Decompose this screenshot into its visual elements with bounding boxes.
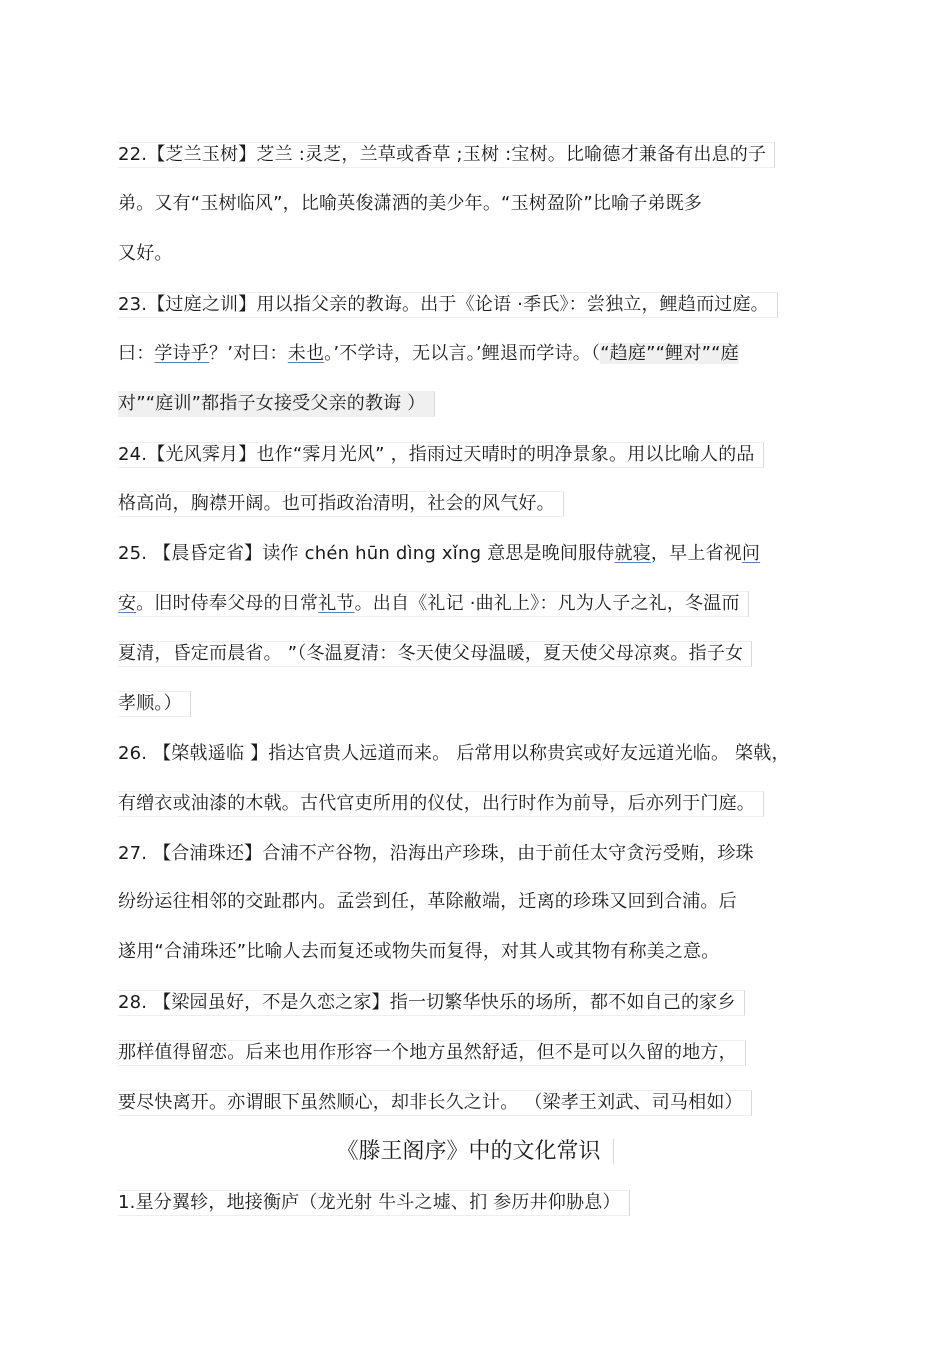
entry-23-line-1: 23.【过庭之训】用以指父亲的教诲。出于《论语 ·季氏》：尝独立，鲤趋而过庭。 [118,292,778,318]
section-title: 《滕王阁序》中的文化常识 [336,1139,613,1164]
entry-25-line-4: 孝顺。） [118,691,191,717]
text-segment: ？’对曰： [209,343,288,364]
entry-28-line-3: 要尽快离开。亦谓眼下虽然顺心，却非长久之计。 （梁孝王刘武、司马相如） [118,1090,752,1116]
entry-26-line-2: 有缯衣或油漆的木戟。古代官吏所用的仪仗，出行时作为前导，后亦列于门庭。 [118,791,764,817]
entry-22-line-3: 又好。 [118,243,173,264]
entry-22-line-1: 22.【芝兰玉树】芝兰 :灵芝，兰草或香草 ;玉树 :宝树。比喻德才兼备有出息的子 [118,142,775,168]
entry-27-line-3: 遂用“合浦珠还”比喻人去而复还或物失而复得，对其人或其物有称美之意。 [118,941,720,962]
text-segment: 曰： [118,343,155,364]
entry-27-line-2: 纷纷运往相邻的交趾郡内。孟尝到任，革除敝端，迁离的珍珠又回到合浦。后 [118,891,737,912]
underlined-phrase: 未也 [287,343,325,364]
entry-25-line-1 [118,542,760,566]
entry-24-line-1: 24.【光风霁月】也作“霁月光风” ，指雨过天晴时的明净景象。用以比喻人的品 [118,442,764,468]
underlined-phrase: 安 [118,593,137,614]
entry-23-line-3: 对”“庭训”都指子女接受父亲的教诲 ） [118,391,435,417]
text-segment: 25. 【晨昏定省】读作 chén hūn dìng xǐng 意思是晚间服侍 [118,543,615,564]
section-heading [0,1137,950,1167]
underlined-phrase: 学诗乎 [154,343,210,364]
text-segment: 。旧时侍奉父母的日常 [136,593,319,614]
entry-26-line-1: 26. 【棨戟遥临 】指达官贵人远道而来。 后常用以称贵宾或好友远道光临。 棨戟， [118,743,790,764]
text-segment: ，早上省视 [650,543,742,564]
entry-22-line-2: 弟。又有“玉树临风”，比喻英俊潇洒的美少年。“玉树盈阶”比喻子弟既多 [118,193,703,214]
underlined-phrase: 问 [741,543,761,564]
section-item-1: 1.星分翼轸，地接衡庐（龙光射 牛斗之墟、扪 参历井仰胁息） [118,1190,630,1216]
highlighted-phrase: “趋庭”“鲤对”“庭 [600,343,739,364]
entry-27-line-1: 27. 【合浦珠还】合浦不产谷物，沿海出产珍珠，由于前任太守贪污受贿，珍珠 [118,843,754,864]
entry-23-line-2 [118,342,739,366]
entry-28-line-1: 28. 【梁园虽好，不是久恋之家】指一切繁华快乐的场所，都不如自己的家乡 [118,990,745,1016]
entry-25-line-3: 夏清，昏定而晨省。 ”（冬温夏清：冬天使父母温暖，夏天使父母凉爽。指子女 [118,641,752,667]
entry-28-line-2: 那样值得留恋。后来也用作形容一个地方虽然舒适，但不是可以久留的地方， [118,1040,746,1066]
text-segment: 。出自《礼记 ·曲礼上》：凡为人子之礼，冬温而 [354,593,740,614]
text-segment: 。’不学诗，无以言。’鲤退而学诗。（ [324,343,601,364]
underlined-phrase: 就寝 [614,543,651,564]
underlined-phrase: 礼节 [318,593,355,614]
entry-24-line-2: 格高尚，胸襟开阔。也可指政治清明，社会的风气好。 [118,491,564,517]
entry-25-line-2 [118,591,749,617]
